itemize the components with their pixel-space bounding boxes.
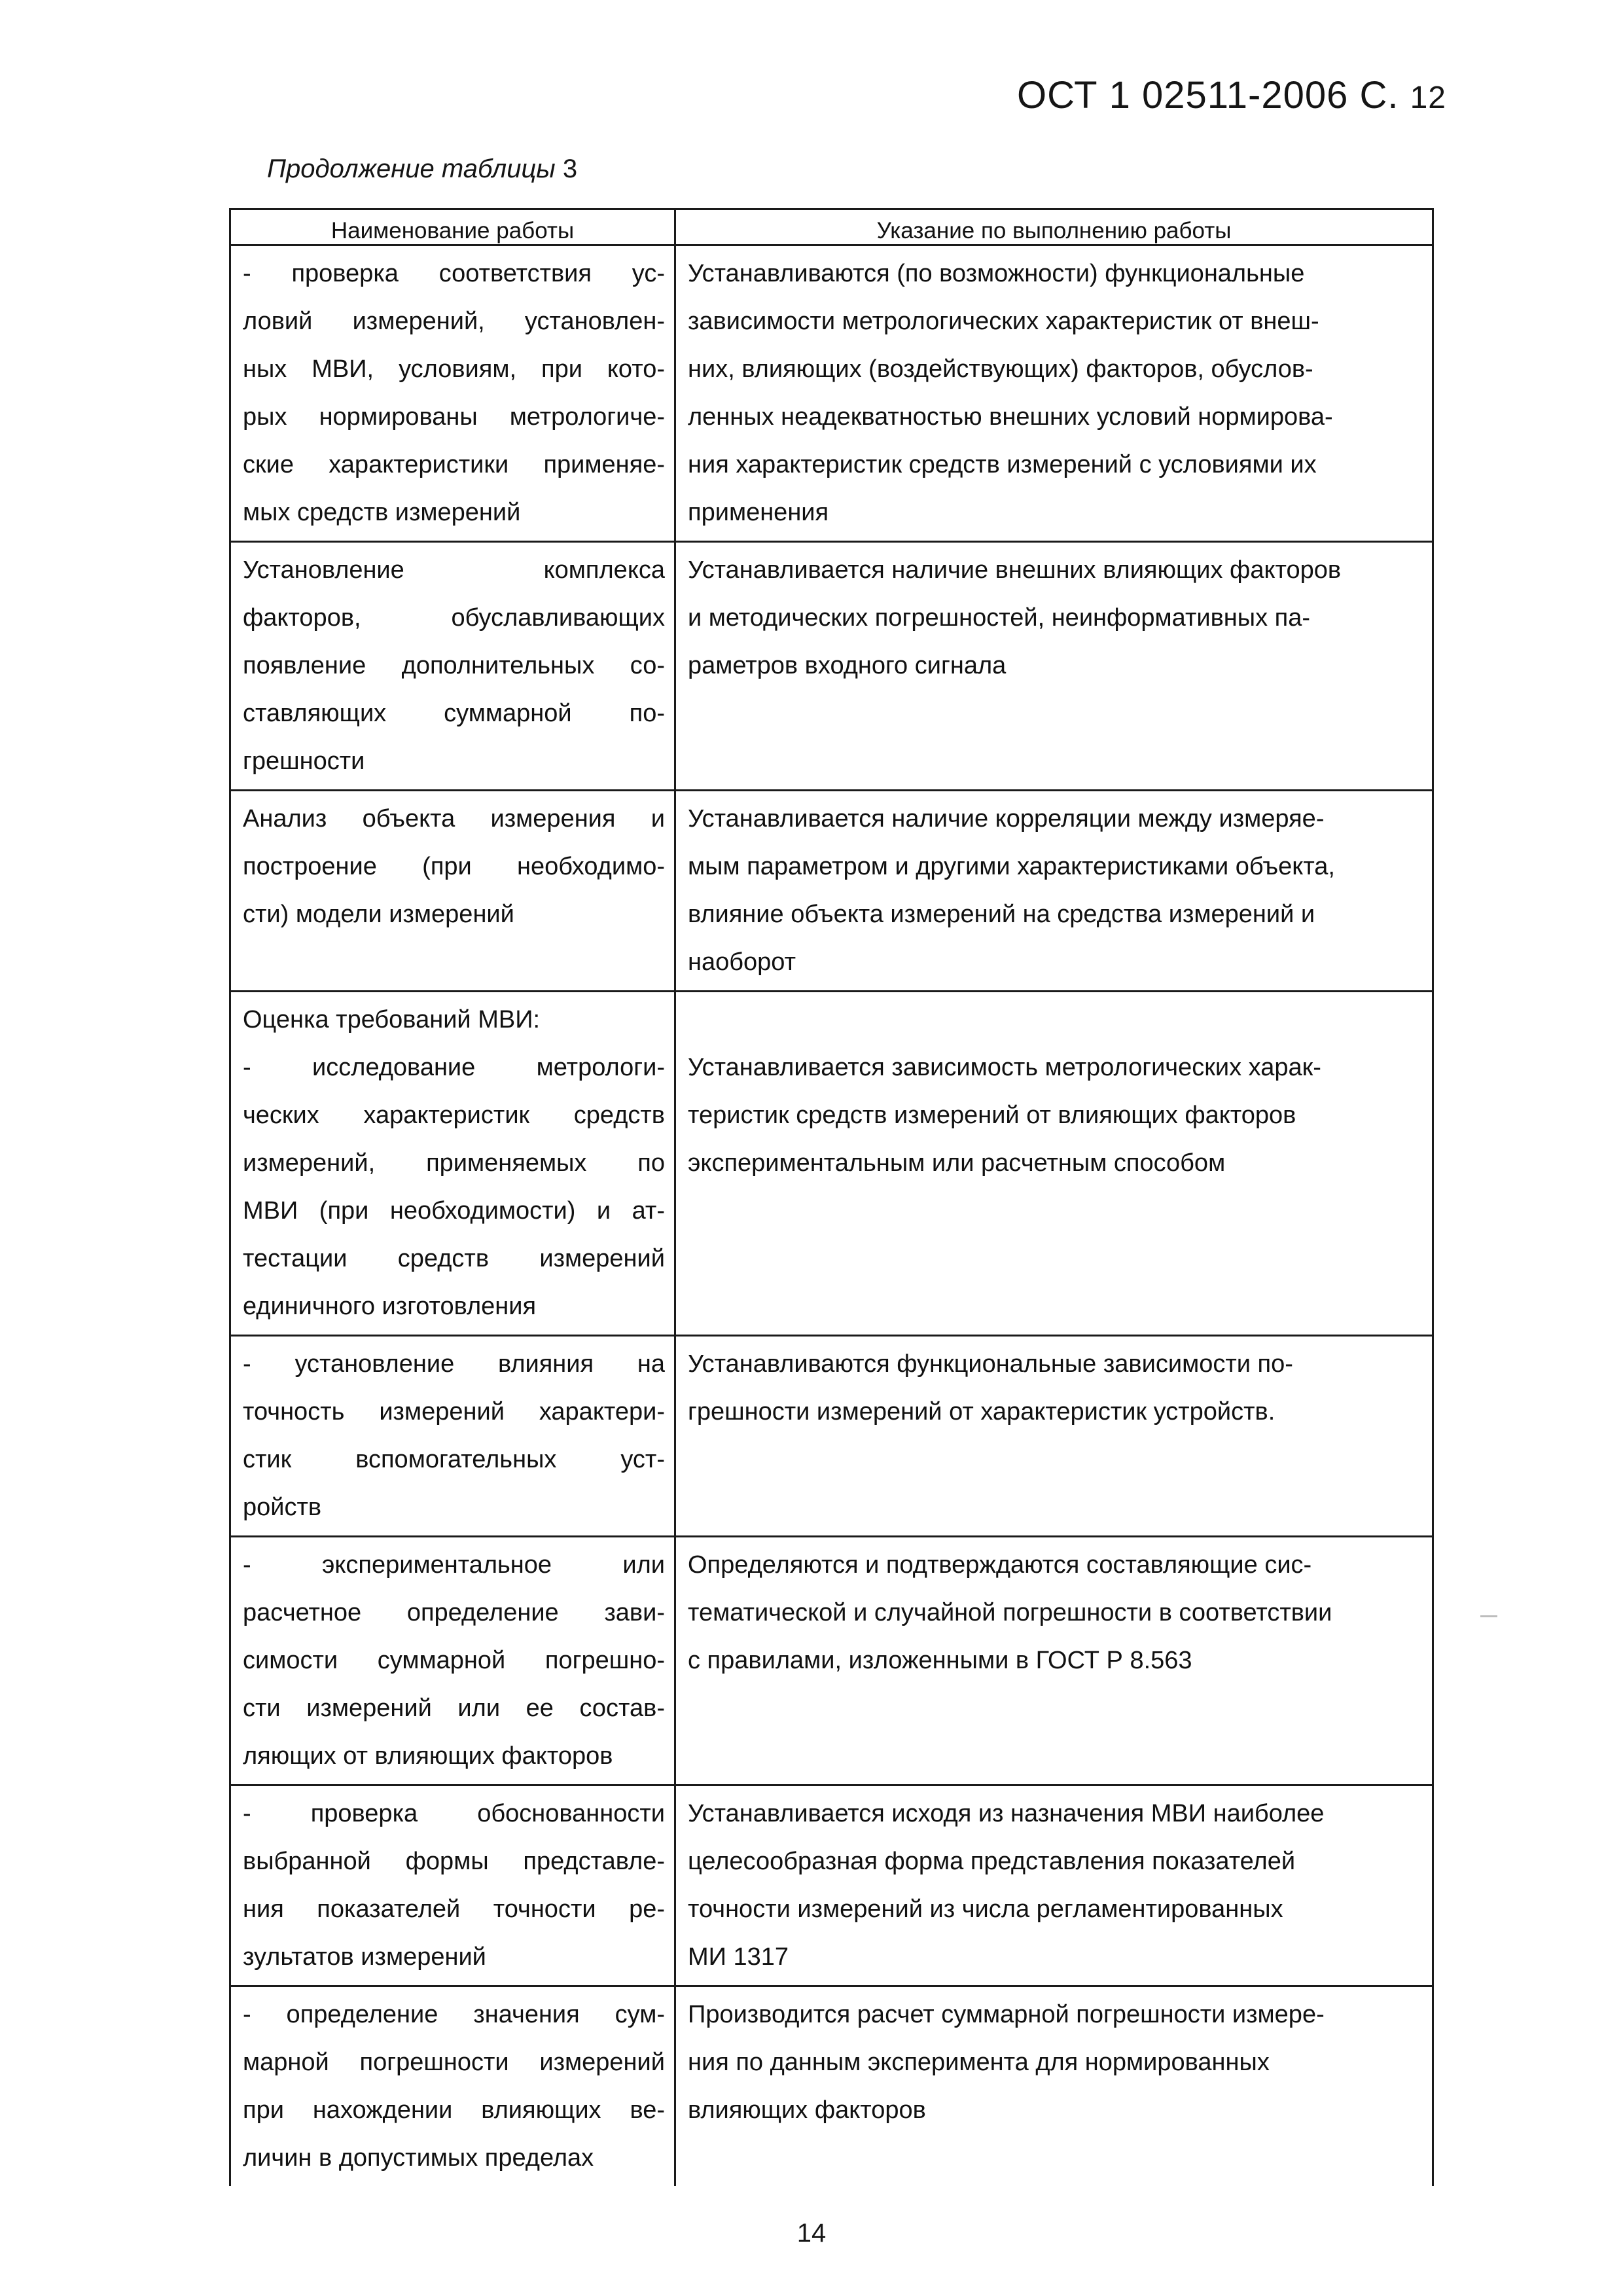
work-line: ния показателей точности ре- <box>243 1895 665 1923</box>
cell-work-name <box>230 245 675 542</box>
instruction-line: целесообразная форма представления показателей <box>688 1848 1296 1875</box>
cell-instruction <box>675 245 1433 542</box>
work-line: единичного изготовления <box>243 1293 537 1320</box>
work-line: МВИ (при необходимости) и ат- <box>243 1197 665 1225</box>
work-line: - исследование метрологи- <box>243 1054 665 1081</box>
cell-instruction <box>675 992 1433 1336</box>
instruction-line: Определяются и подтверждаются составляющие сис- <box>688 1551 1312 1579</box>
cell-work-name <box>230 1537 675 1785</box>
column-header-instruction: Указание по выполнению работы <box>675 209 1433 245</box>
table-header-row <box>230 209 1433 245</box>
work-line: ловий измерений, установлен- <box>243 308 665 335</box>
cell-instruction <box>675 1336 1433 1537</box>
instruction-line: наоборот <box>688 948 796 976</box>
work-line: - установление влияния на <box>243 1350 665 1378</box>
work-line: тестации средств измерений <box>243 1245 665 1272</box>
column-header-work: Наименование работы <box>230 209 675 245</box>
cell-instruction <box>675 542 1433 791</box>
table-caption-text: Продолжение таблицы <box>267 154 556 183</box>
page-number: 14 <box>796 2219 827 2248</box>
work-line: построение (при необходимо- <box>243 853 665 880</box>
instruction-line: грешности измерений от характеристик устройств. <box>688 1398 1275 1426</box>
table-number: 3 <box>562 154 578 183</box>
work-line: ские характеристики применяе- <box>243 451 665 478</box>
work-line: появление дополнительных со- <box>243 652 665 679</box>
instruction-line: Устанавливается зависимость метрологических харак- <box>688 1054 1321 1081</box>
work-line: личин в допустимых пределах <box>243 2144 594 2172</box>
work-line: марной погрешности измерений <box>243 2049 665 2076</box>
work-line: мых средств измерений <box>243 499 521 526</box>
work-table <box>229 208 1434 2186</box>
page-prefix: С. <box>1359 74 1399 117</box>
cell-work-name <box>230 992 675 1336</box>
instruction-line: Производится расчет суммарной погрешности измере- <box>688 2001 1325 2028</box>
work-line: - экспериментальное или <box>243 1551 665 1579</box>
work-line: выбранной формы представле- <box>243 1848 665 1875</box>
table-row <box>230 245 1433 542</box>
instruction-line: ния характеристик средств измерений с условиями их <box>688 451 1317 478</box>
instruction-line: МИ 1317 <box>688 1943 789 1971</box>
work-line: - определение значения сум- <box>243 2001 665 2028</box>
instruction-line: с правилами, изложенными в ГОСТ Р 8.563 <box>688 1647 1192 1674</box>
work-line: точность измерений характери- <box>243 1398 665 1426</box>
table-row <box>230 1986 1433 2187</box>
table-row <box>230 992 1433 1336</box>
table-row <box>230 542 1433 791</box>
instruction-line: влияние объекта измерений на средства измерений и <box>688 901 1315 928</box>
table-row <box>230 791 1433 992</box>
table-row <box>230 1785 1433 1986</box>
table-row <box>230 1336 1433 1537</box>
instruction-line: тематической и случайной погрешности в соответствии <box>688 1599 1332 1626</box>
instruction-line: них, влияющих (воздействующих) факторов, обуслов- <box>688 355 1313 383</box>
instruction-line: Устанавливается наличие корреляции между измеряе- <box>688 805 1325 833</box>
instruction-line: ния по данным эксперимента для нормированных <box>688 2049 1270 2076</box>
work-line: расчетное определение зави- <box>243 1599 665 1626</box>
document-code: ОСТ 1 02511-2006 <box>1017 74 1349 117</box>
cell-work-name <box>230 1336 675 1537</box>
instruction-line: экспериментальным или расчетным способом <box>688 1149 1226 1177</box>
cell-work-name <box>230 1986 675 2187</box>
work-line: ных МВИ, условиям, при кото- <box>243 355 665 383</box>
cell-instruction <box>675 1986 1433 2187</box>
cell-work-name <box>230 791 675 992</box>
instruction-line: Устанавливается исходя из назначения МВИ наиболее <box>688 1800 1325 1827</box>
work-line: грешности <box>243 747 365 775</box>
instruction-line: раметров входного сигнала <box>688 652 1007 679</box>
instruction-line: мым параметром и другими характеристиками объекта, <box>688 853 1335 880</box>
instruction-line: Устанавливаются (по возможности) функциональные <box>688 260 1305 287</box>
work-line: стик вспомогательных уст- <box>243 1446 665 1473</box>
cell-instruction <box>675 791 1433 992</box>
instruction-line: ленных неадекватностью внешних условий нормирова- <box>688 403 1333 431</box>
table-body <box>230 245 1433 2187</box>
work-line: Оценка требований МВИ: <box>243 1006 541 1033</box>
table-container <box>229 208 1432 2186</box>
instruction-line: точности измерений из числа регламентированных <box>688 1895 1283 1923</box>
work-line: ляющих от влияющих факторов <box>243 1742 613 1770</box>
instruction-line: влияющих факторов <box>688 2096 926 2124</box>
work-line: - проверка обоснованности <box>243 1800 665 1827</box>
instruction-line <box>688 996 1423 1044</box>
page-reference: 12 <box>1410 81 1446 115</box>
instruction-line: теристик средств измерений от влияющих факторов <box>688 1102 1296 1129</box>
work-line: ставляющих суммарной по- <box>243 700 665 727</box>
cell-work-name <box>230 1785 675 1986</box>
work-line: сти) модели измерений <box>243 901 514 928</box>
table-caption <box>267 154 577 184</box>
work-line: Анализ объекта измерения и <box>243 805 665 833</box>
cell-instruction <box>675 1785 1433 1986</box>
scan-mark <box>1480 1615 1497 1617</box>
work-line: - проверка соответствия ус- <box>243 260 665 287</box>
work-line: Установление комплекса <box>243 556 665 584</box>
work-line: при нахождении влияющих ве- <box>243 2096 665 2124</box>
instruction-line: применения <box>688 499 829 526</box>
work-line: зультатов измерений <box>243 1943 486 1971</box>
cell-instruction <box>675 1537 1433 1785</box>
instruction-line: и методических погрешностей, неинформативных па- <box>688 604 1311 632</box>
table-row <box>230 1537 1433 1785</box>
document-header <box>1017 73 1446 117</box>
instruction-line: зависимости метрологических характеристик от внеш- <box>688 308 1319 335</box>
work-line: факторов, обуславливающих <box>243 604 665 632</box>
work-line: сти измерений или ее состав- <box>243 1695 665 1722</box>
instruction-line: Устанавливаются функциональные зависимости по- <box>688 1350 1293 1378</box>
cell-work-name <box>230 542 675 791</box>
instruction-line: Устанавливается наличие внешних влияющих факторов <box>688 556 1342 584</box>
work-line: ческих характеристик средств <box>243 1102 665 1129</box>
work-line: рых нормированы метрологиче- <box>243 403 665 431</box>
work-line: измерений, применяемых по <box>243 1149 665 1177</box>
work-line: симости суммарной погрешно- <box>243 1647 665 1674</box>
work-line: ройств <box>243 1494 322 1521</box>
